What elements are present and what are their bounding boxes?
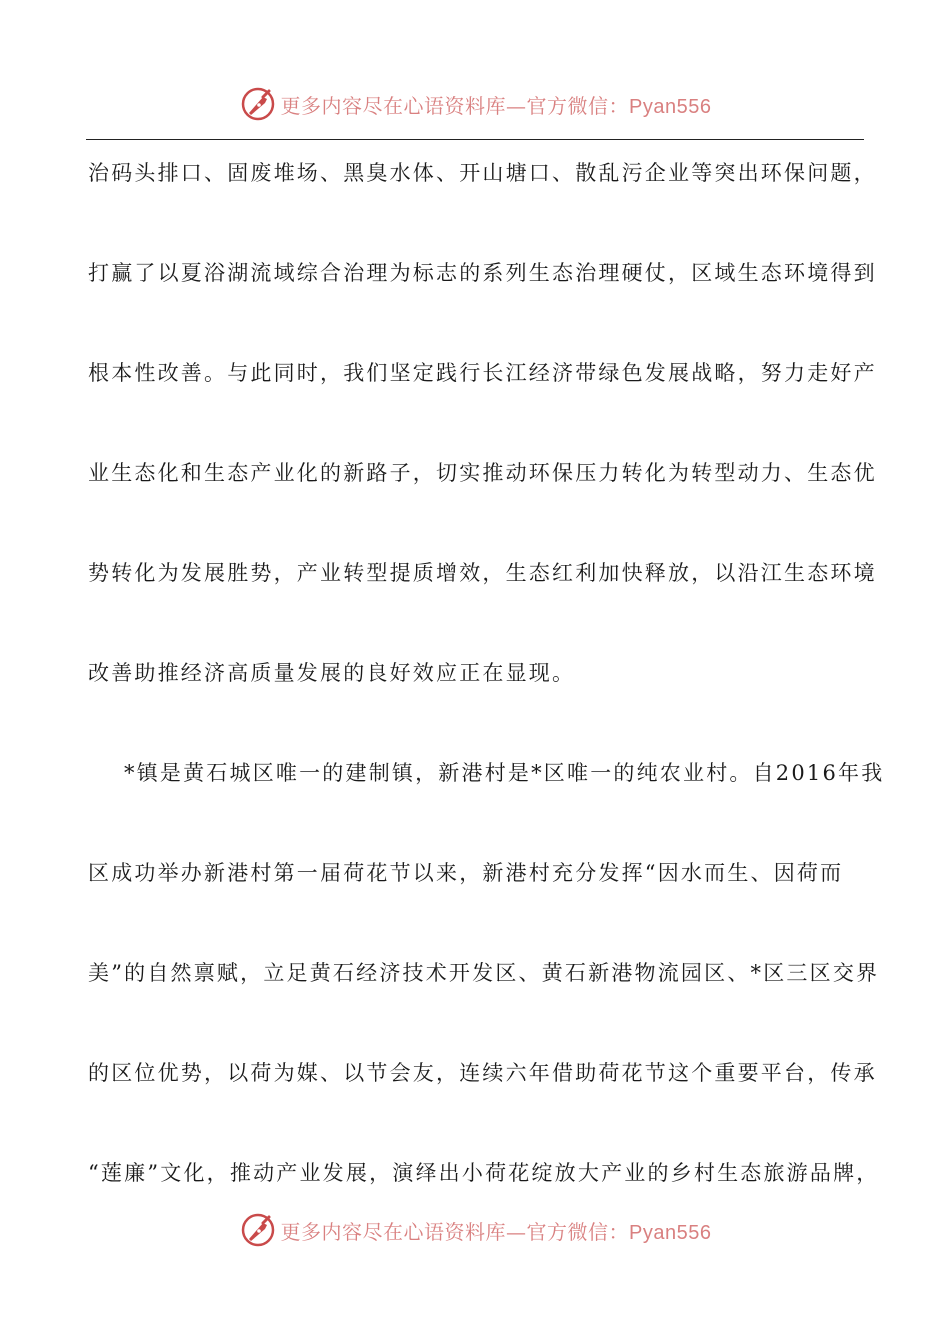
text-line: 美”的自然禀赋，立足黄石经济技术开发区、黄石新港物流园区、*区三区交界 — [88, 961, 880, 985]
text-line: 区成功举办新港村第一届荷花节以来，新港村充分发挥“因水而生、因荷而 — [88, 861, 844, 885]
text-line: 业生态化和生态产业化的新路子，切实推动环保压力转化为转型动力、生态优 — [88, 461, 877, 485]
text-line: 改善助推经济高质量发展的良好效应正在显现。 — [88, 661, 576, 685]
text-line: 势转化为发展胜势，产业转型提质增效，生态红利加快释放，以沿江生态环境 — [88, 561, 877, 585]
watermark-cn: 更多内容尽在心语资料库—官方微信： — [280, 1219, 630, 1244]
text-line: “莲廉”文化，推动产业发展，演绎出小荷花绽放大产业的乡村生态旅游品牌， — [88, 1161, 880, 1185]
pen-nib-icon — [239, 85, 277, 123]
watermark-wechat-id: Pyan556 — [629, 95, 712, 118]
watermark-text — [281, 1216, 712, 1245]
watermark-cn: 更多内容尽在心语资料库—官方微信： — [280, 93, 630, 118]
footer-watermark — [0, 1208, 950, 1252]
paragraph-start-line: *镇是黄石城区唯一的建制镇，新港村是*区唯一的纯农业村。自2016年我 — [124, 761, 885, 785]
header-divider — [86, 139, 864, 140]
text-line: 的区位优势，以荷为媒、以节会友，连续六年借助荷花节这个重要平台，传承 — [88, 1061, 877, 1085]
watermark-text — [281, 90, 712, 119]
text-line: 打赢了以夏浴湖流域综合治理为标志的系列生态治理硬仗，区域生态环境得到 — [88, 261, 877, 285]
header-watermark — [0, 82, 950, 126]
document-body — [88, 151, 885, 1251]
text-line: 根本性改善。与此同时，我们坚定践行长江经济带绿色发展战略，努力走好产 — [88, 361, 877, 385]
pen-nib-icon — [239, 1211, 277, 1249]
watermark-wechat-id: Pyan556 — [629, 1221, 712, 1244]
text-line: 治码头排口、固废堆场、黑臭水体、开山塘口、散乱污企业等突出环保问题， — [88, 161, 877, 185]
